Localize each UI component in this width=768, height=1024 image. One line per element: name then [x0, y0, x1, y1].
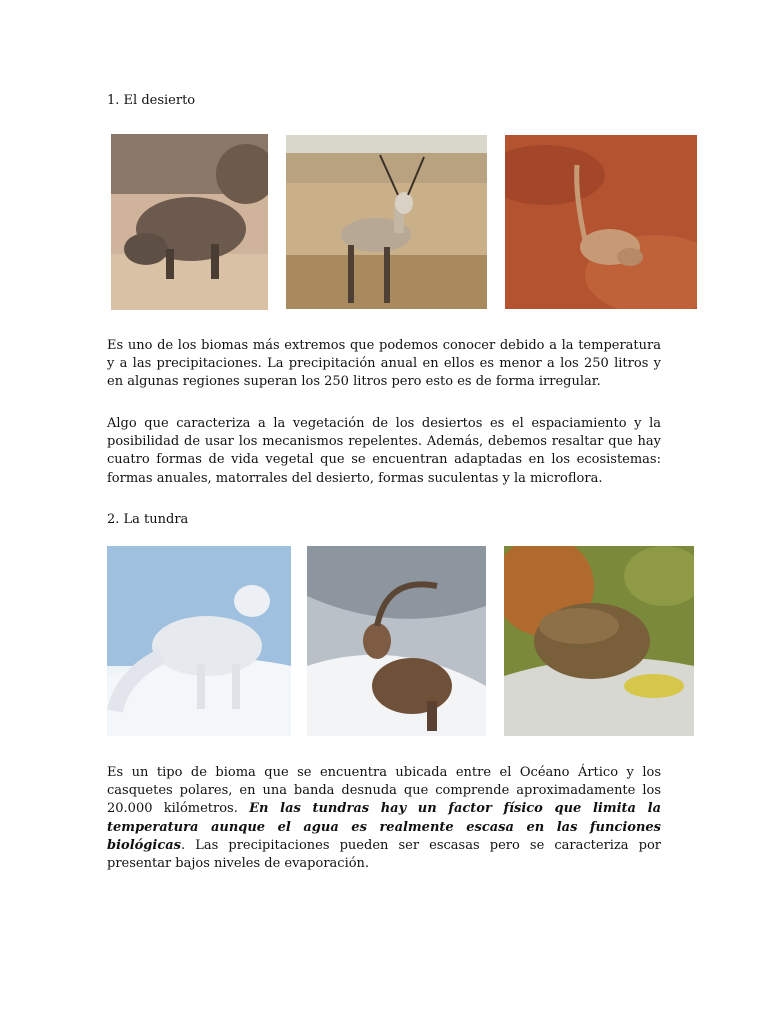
desert-paragraph-2: Algo que caracteriza a la vegetación de los desiertos es el espaciamiento y la posibilidad de usar los mecanismos repelentes. Además, debemos resaltar que hay cuatro formas de vida vegetal que se encuentran adaptadas en los ecosistemas: formas anuales, matorrales del desierto, formas suculentas y la microflora. — [107, 416, 661, 486]
tundra-text-before: Es un tipo de bioma que se encuentra ubicada entre el Océano Ártico y los casquetes polares, en una banda desnuda que comprende aproximadamente los 20.000 kilómetros. — [107, 765, 661, 817]
section-heading-tundra: 2. La tundra — [107, 512, 189, 527]
peccary-photo — [111, 134, 268, 310]
tundra-text-emphasis: En las tundras hay un factor físico que limita la temperatura aunque el agua es realmente escasa en las funciones biológicas — [107, 801, 661, 853]
arctic-fox-photo — [107, 546, 291, 736]
lemming-photo — [504, 546, 694, 736]
desert-paragraph-1: Es uno de los biomas más extremos que podemos conocer debido a la temperatura y a las precipitaciones. La precipitación anual en ellos es menor a los 250 litros y en algunas regiones superan los 250 litros pero esto es de forma irregular. — [107, 338, 661, 390]
horned-lizard-photo — [505, 135, 697, 309]
section-heading-desert: 1. El desierto — [107, 93, 196, 108]
tundra-text-after: . Las precipitaciones pueden ser escasas pero se caracteriza por presentar bajos niveles de evaporación. — [107, 837, 661, 872]
oryx-photo — [286, 135, 487, 309]
ibex-photo — [307, 546, 486, 736]
tundra-paragraph — [107, 764, 661, 873]
